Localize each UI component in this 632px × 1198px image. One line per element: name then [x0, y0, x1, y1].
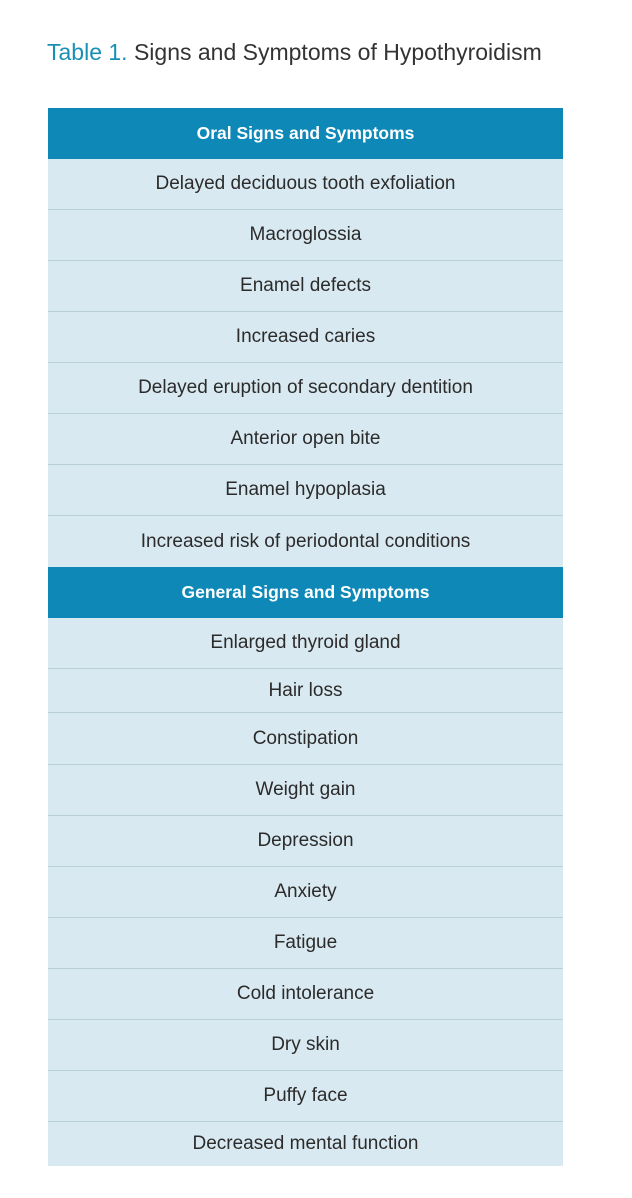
table-row: Enamel hypoplasia	[48, 465, 563, 516]
table-row: Delayed eruption of secondary dentition	[48, 363, 563, 414]
general-section	[48, 567, 563, 1166]
section-heading-general: General Signs and Symptoms	[48, 567, 563, 618]
symptoms-table	[48, 108, 563, 1166]
table-row: Enamel defects	[48, 261, 563, 312]
table-title-text: Signs and Symptoms of Hypothyroidism	[133, 39, 542, 65]
table-row: Increased caries	[48, 312, 563, 363]
table-row: Hair loss	[48, 669, 563, 713]
table-number-label: Table 1.	[47, 39, 128, 65]
table-row: Anxiety	[48, 867, 563, 918]
table-row: Fatigue	[48, 918, 563, 969]
oral-section	[48, 108, 563, 567]
table-row: Anterior open bite	[48, 414, 563, 465]
section-heading-oral: Oral Signs and Symptoms	[48, 108, 563, 159]
table-row: Decreased mental function	[48, 1122, 563, 1166]
table-row: Depression	[48, 816, 563, 867]
table-row: Macroglossia	[48, 210, 563, 261]
table-row: Increased risk of periodontal conditions	[48, 516, 563, 567]
table-row: Dry skin	[48, 1020, 563, 1071]
table-row: Cold intolerance	[48, 969, 563, 1020]
table-title	[47, 36, 542, 68]
table-row: Weight gain	[48, 765, 563, 816]
table-row: Constipation	[48, 713, 563, 765]
table-row: Enlarged thyroid gland	[48, 618, 563, 669]
table-row: Puffy face	[48, 1071, 563, 1122]
table-row: Delayed deciduous tooth exfoliation	[48, 159, 563, 210]
